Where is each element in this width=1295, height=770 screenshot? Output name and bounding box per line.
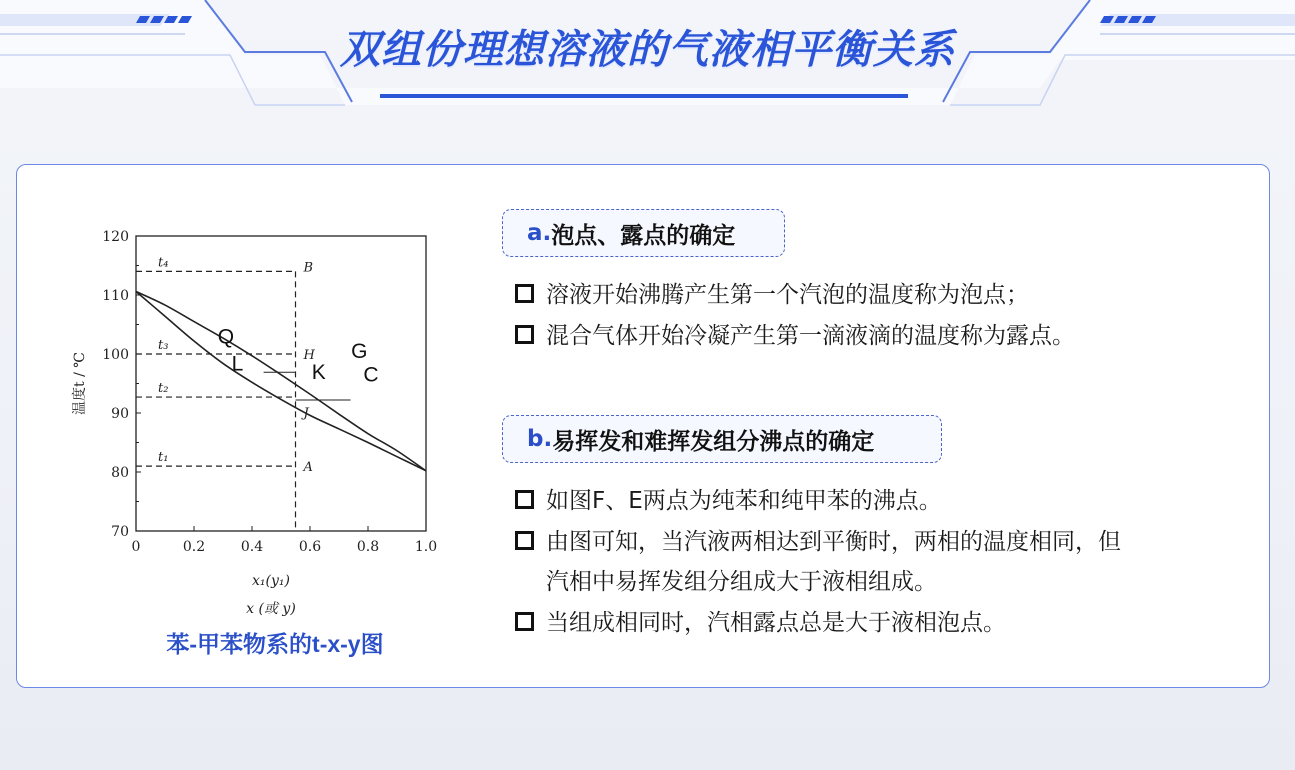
curve-annotation: L: [231, 352, 244, 376]
section-a-letter: a.: [527, 220, 552, 246]
bullet-text: 当组成相同时，汽相露点总是大于液相泡点。: [546, 610, 1006, 636]
level-label: t₃: [158, 338, 169, 353]
x-tick-label: 0.2: [182, 539, 206, 555]
bubble-point-curve: [136, 291, 426, 470]
curve-annotation: C: [363, 363, 379, 387]
y-tick-label: 100: [102, 347, 129, 363]
y-axis-label: 温度t / ℃: [72, 352, 88, 415]
square-bullet-icon: [515, 325, 534, 344]
y-tick-label: 70: [111, 524, 129, 540]
x-tick-label: 0.6: [298, 539, 322, 555]
section-a-heading: [502, 209, 785, 257]
bullet-item: [515, 316, 1075, 356]
y-tick-label: 120: [102, 229, 129, 245]
plot-frame: [136, 236, 426, 531]
x-tick-label: 0.8: [356, 539, 380, 555]
section-b-letter: b.: [527, 426, 553, 452]
x-axis-label-2: x (或 y): [246, 601, 296, 617]
level-point-label: B: [303, 260, 314, 276]
level-label: t₄: [158, 255, 169, 271]
level-point-label: A: [303, 460, 313, 476]
dew-point-curve: [136, 291, 426, 470]
section-b-title: 易挥发和难挥发组分沸点的确定: [552, 428, 875, 455]
x-tick-label: 0.4: [240, 539, 264, 555]
level-point-label: J: [303, 406, 309, 422]
page-title: 双组份理想溶液的气液相平衡关系: [340, 27, 955, 73]
bullet-text: 如图F、E两点为纯苯和纯甲苯的沸点。: [546, 488, 942, 514]
level-point-label: H: [303, 348, 315, 363]
curve-annotation: G: [351, 340, 368, 364]
square-bullet-icon: [515, 531, 534, 550]
bullet-text: 由图可知，当汽液两相达到平衡时，两相的温度相同，但: [546, 529, 1121, 555]
square-bullet-icon: [515, 284, 534, 303]
level-label: t₂: [158, 381, 169, 397]
bullet-item: [515, 522, 1121, 562]
bullet-text: 溶液开始沸腾产生第一个汽泡的温度称为泡点；: [546, 282, 1029, 308]
y-tick-label: 90: [111, 406, 129, 422]
x-tick-label: 0: [131, 539, 141, 555]
bullet-item: [515, 603, 1006, 643]
bullet-item: [515, 275, 1029, 315]
y-tick-label: 80: [111, 465, 129, 481]
bullet-text: 汽相中易挥发组分组成大于液相组成。: [546, 569, 937, 595]
bullet-continuation: [515, 562, 937, 602]
bullet-item: [515, 481, 942, 521]
curve-annotation: Q: [217, 325, 235, 349]
level-label: t₁: [158, 450, 169, 466]
txy-diagram: [60, 218, 440, 628]
x-axis-label-1: x₁(y₁): [252, 573, 290, 589]
section-a-title: 泡点、露点的确定: [551, 222, 736, 249]
diagram-caption: 苯-甲苯物系的t-x-y图: [166, 631, 384, 657]
square-bullet-icon: [515, 490, 534, 509]
curve-annotation: K: [311, 360, 326, 384]
x-tick-label: 1.0: [414, 539, 438, 555]
bullet-text: 混合气体开始冷凝产生第一滴液滴的温度称为露点。: [546, 323, 1075, 349]
square-bullet-icon: [515, 612, 534, 631]
y-tick-label: 110: [102, 288, 129, 304]
section-b-heading: [502, 415, 942, 463]
